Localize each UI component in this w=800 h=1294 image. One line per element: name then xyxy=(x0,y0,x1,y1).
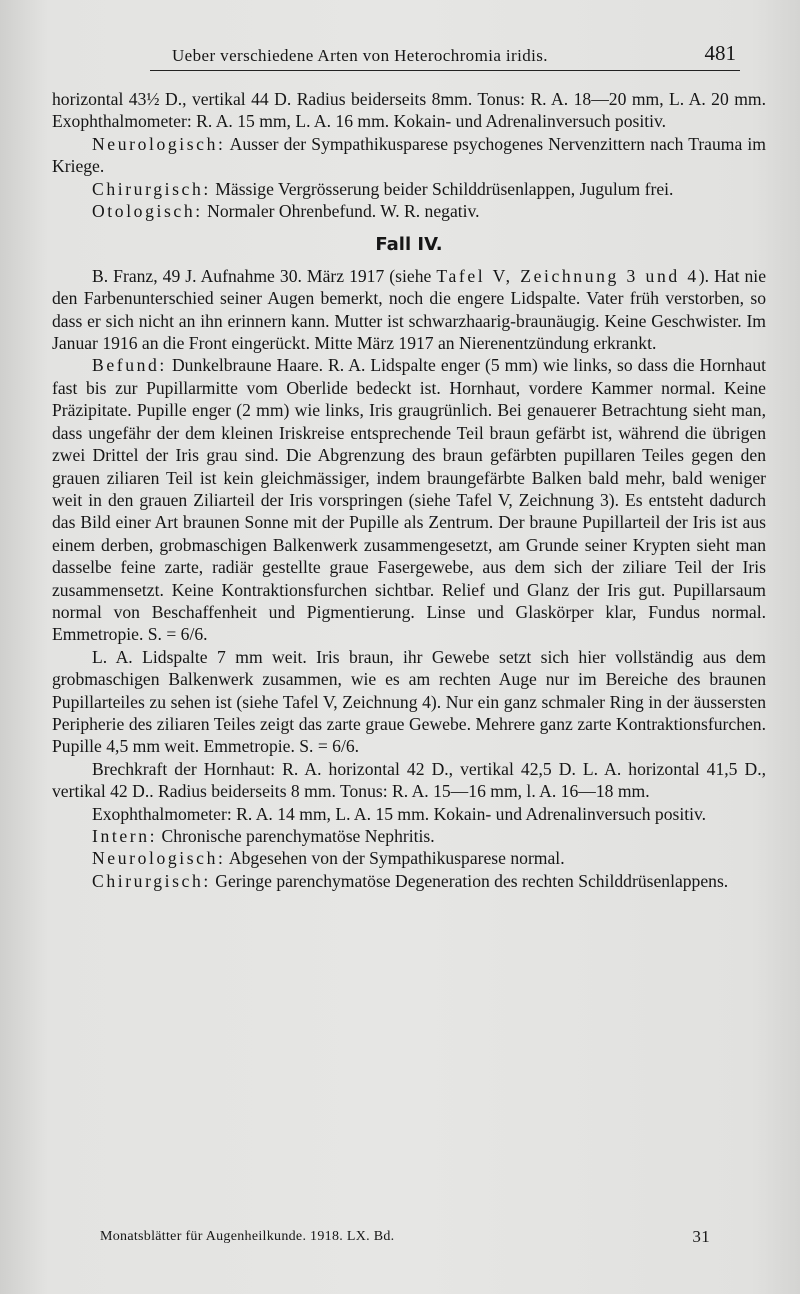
label-intern: Intern: xyxy=(92,826,158,846)
label-chirurgisch: Chirurgisch: xyxy=(92,870,211,891)
running-title: Ueber verschiedene Arten von Heterochromia iridis. xyxy=(172,46,548,65)
paragraph-case4-anamnesis xyxy=(52,265,766,355)
label-chirurgisch: Chirurgisch: xyxy=(92,178,211,199)
text-anamnesis-start: B. Franz, 49 J. Aufnahme 30. März 1917 (siehe xyxy=(92,265,432,286)
paragraph-case4-neurologisch xyxy=(52,847,766,869)
paragraph-case4-befund xyxy=(52,354,766,645)
paragraph-case4-intern xyxy=(52,825,766,847)
body-text xyxy=(52,88,766,892)
journal-footer: Monatsblätter für Augenheilkunde. 1918. LX. Bd. xyxy=(100,1229,395,1244)
label-otologisch: Otologisch: xyxy=(92,201,203,222)
paragraph-case4-chirurgisch xyxy=(52,870,766,892)
label-neurologisch: Neurologisch: xyxy=(92,848,226,869)
text-otologisch: Normaler Ohrenbefund. W. R. negativ. xyxy=(207,201,480,222)
text-neurologisch: Abgesehen von der Sympathikusparese normal. xyxy=(228,848,565,869)
text-intern: Chronische parenchymatöse Nephritis. xyxy=(161,826,435,846)
paragraph-case3-measurements: horizontal 43½ D., vertikal 44 D. Radius beiderseits 8mm. Tonus: R. A. 18—20 mm, L. A. 20 mm. Exophthalmometer: R. A. 15 mm, L. A. 16 mm. Kokain- und Adrenalinversuch positiv. xyxy=(52,89,766,132)
text-befund: Dunkelbraune Haare. R. A. Lidspalte enger (5 mm) wie links, so dass die Hornhaut fast bis zur Pupillarmitte vom Oberlide bedeckt ist. Hornhaut, vordere Kammer normal. Keine Präzipitate. Pupille enger (2 mm) wie links, Iris graugrünlich. Bei genauerer Betrachtung sieht man, dass ungefähr der dem kleinen Iriskreise entsprechende Teil braun gefärbt ist, während die übrigen zwei Drittel der Iris grau sind. Die Abgrenzung des braun gefärbten pupillaren Teiles gegen den grauen ziliaren Teil ist kein gleichmässiger, indem braungefärbte Balken bald mehr, bald weniger weit in den grauen Ziliarteil der Iris vorspringen (siehe Tafel V, Zeichnung 3). Es entsteht dadurch das Bild einer Art braunen Sonne mit der Pupille als Zentrum. Der braune Pupillarteil der Iris ist aus einem derben, grobmaschigen Balkenwerk zusammengesetzt, am Grunde seiner Krypten sieht man dasselbe feine zarte, radiär gestellte graue Fasergewebe, aus dem sich der ziliare Teil der Iris zusammensetzt. Keine Kontraktionsfurchen sichtbar. Relief und Glanz der Iris gut. Pupillarsaum normal von Beschaffenheit und Pigmentierung. Linse und Glaskörper klar, Fundus normal. Emmetropie. S. = 6/6. xyxy=(52,355,767,645)
paragraph-case4-left-eye: L. A. Lidspalte 7 mm weit. Iris braun, ihr Gewebe setzt sich hier vollständig aus dem grobmaschigen Balkenwerk zusammen, wie es am rechten Auge nur im Bereiche des braunen Pupillarteiles zu sehen ist (siehe Tafel V, Zeichnung 4). Nur ein ganz schmaler Ring in der äussersten Peripherie des ziliaren Teiles zeigt das zarte graue Gewebe. Mehrere ganz zarte Kontraktionsfurchen. Pupille 4,5 mm weit. Emmetropie. S. = 6/6. xyxy=(52,646,766,757)
case-heading: Fall IV. xyxy=(375,234,443,256)
page-footer xyxy=(100,1229,710,1249)
running-head xyxy=(150,40,740,71)
paragraph-case3-otologisch xyxy=(52,200,766,222)
text-chirurgisch: Mässige Vergrösserung beider Schilddrüsenlappen, Jugulum frei. xyxy=(215,178,674,199)
figure-reference: Tafel V, Zeichnung 3 und 4 xyxy=(436,265,699,286)
paragraph-case3-neurologisch xyxy=(52,133,766,178)
paragraph-case4-brechkraft: Brechkraft der Hornhaut: R. A. horizontal 42 D., vertikal 42,5 D. L. A. horizontal 41,5 D., vertikal 42 D.. Radius beiderseits 8 mm. Tonus: R. A. 15—16 mm, l. A. 16—18 mm. xyxy=(52,758,766,802)
page-number: 481 xyxy=(704,41,736,65)
paragraph-case4-exophthalmometer: Exophthalmometer: R. A. 14 mm, L. A. 15 mm. Kokain- und Adrenalinversuch positiv. xyxy=(92,803,707,824)
text-anamnesis-rest: ). Hat nie den Farbenunterschied seiner Augen bemerkt, noch die engere Lidspalte. Vater früh verstorben, so dass er sich nicht an ihn erinnern kann. Mutter ist schwarzhaarig-braunäugig. Keine Geschwister. Im Januar 1916 an die Front eingerückt. Mitte März 1917 an Nierenentzündung erkrankt. xyxy=(52,265,767,354)
label-neurologisch: Neurologisch: xyxy=(92,133,226,154)
text-chirurgisch: Geringe parenchymatöse Degeneration des rechten Schilddrüsenlappens. xyxy=(215,870,729,891)
paragraph-case3-chirurgisch xyxy=(52,178,766,200)
label-befund: Befund: xyxy=(92,355,167,376)
text-neurologisch: Ausser der Sympathikusparese psychogenes Nervenzittern nach Trauma im Kriege. xyxy=(52,133,766,177)
sheet-signature: 31 xyxy=(692,1227,710,1246)
